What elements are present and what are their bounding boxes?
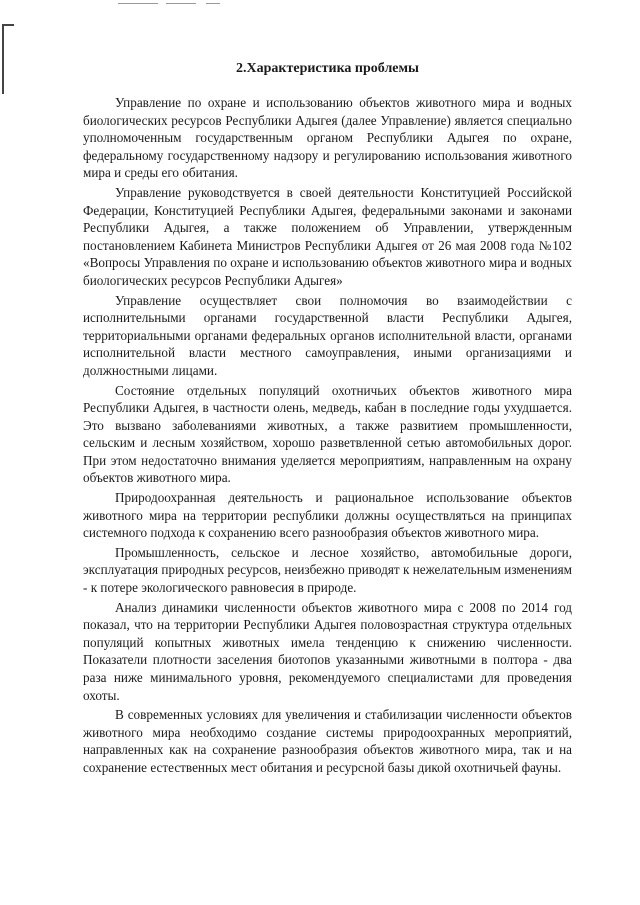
scan-edge-mark: [2, 24, 14, 26]
scan-top-mark: [118, 3, 158, 4]
paragraph-4: Состояние отдельных популяций охотничьих объектов животного мира Республики Адыгея, в частности олень, медведь, кабан в последние годы ухудшается. Это вызвано заболеваниями животных, а также развитием промышленности, сельским и лесным хозяйством, хорошо разветвленной сетью автомобильных дорог. При этом недостаточно внимания уделяется мероприятиям, направленным на охрану объектов животного мира.: [83, 382, 572, 486]
scan-top-mark: [206, 3, 220, 4]
paragraph-5: Природоохранная деятельность и рациональное использование объектов животного мира на территории республики должны осуществляться на принципах системного подхода к сохранению всего разнообразия объектов животного мира.: [83, 490, 572, 541]
paragraph-1: Управление по охране и использованию объектов животного мира и водных биологических ресурсов Республики Адыгея (далее Управление) является специально уполномоченным государственным органом Республики Адыгея по охране, федеральному государственному надзору и регулированию использования животного мира и среды его обитания.: [83, 95, 572, 181]
paragraph-8: В современных условиях для увеличения и стабилизации численности объектов животного мира необходимо создание системы природоохранных мероприятий, направленных как на сохранение разнообразия объектов животного мира, так и на сохранение естественных мест обитания и ресурсной базы дикой охотничьей фауны.: [83, 707, 572, 775]
scan-edge-mark: [2, 24, 4, 94]
paragraph-2: Управление руководствуется в своей деятельности Конституцией Российской Федерации, Конституцией Республики Адыгея, федеральными законами и законами Республики Адыгея, а также положением об Управлении, утвержденным постановлением Кабинета Министров Республики Адыгея от 26 мая 2008 года №102 «Вопросы Управления по охране и использованию объектов животного мира и водных биологических ресурсов Республики Адыгея»: [83, 184, 572, 288]
document-page: [83, 60, 572, 779]
scan-top-mark: [166, 3, 196, 4]
paragraph-6: Промышленность, сельское и лесное хозяйство, автомобильные дороги, эксплуатация природных ресурсов, неизбежно приводят к нежелательным изменениям - к потере экологического равновесия в природе.: [83, 544, 572, 596]
section-heading: 2.Характеристика проблемы: [236, 61, 419, 76]
paragraph-7: Анализ динамики численности объектов животного мира с 2008 по 2014 год показал, что на территории Республики Адыгея половозрастная структура отдельных популяций копытных животных имела тенденцию к снижению численности. Показатели плотности заселения биотопов указанными животными в полтора - два раза ниже минимального уровня, рекомендуемого специалистами для проведения охоты.: [83, 599, 572, 703]
paragraph-3: Управление осуществляет свои полномочия во взаимодействии с исполнительными органами государственной власти Республики Адыгея, территориальными органами федеральных органов исполнительной власти, органами исполнительной власти местного самоуправления, иными организациями и должностными лицами.: [83, 292, 572, 378]
